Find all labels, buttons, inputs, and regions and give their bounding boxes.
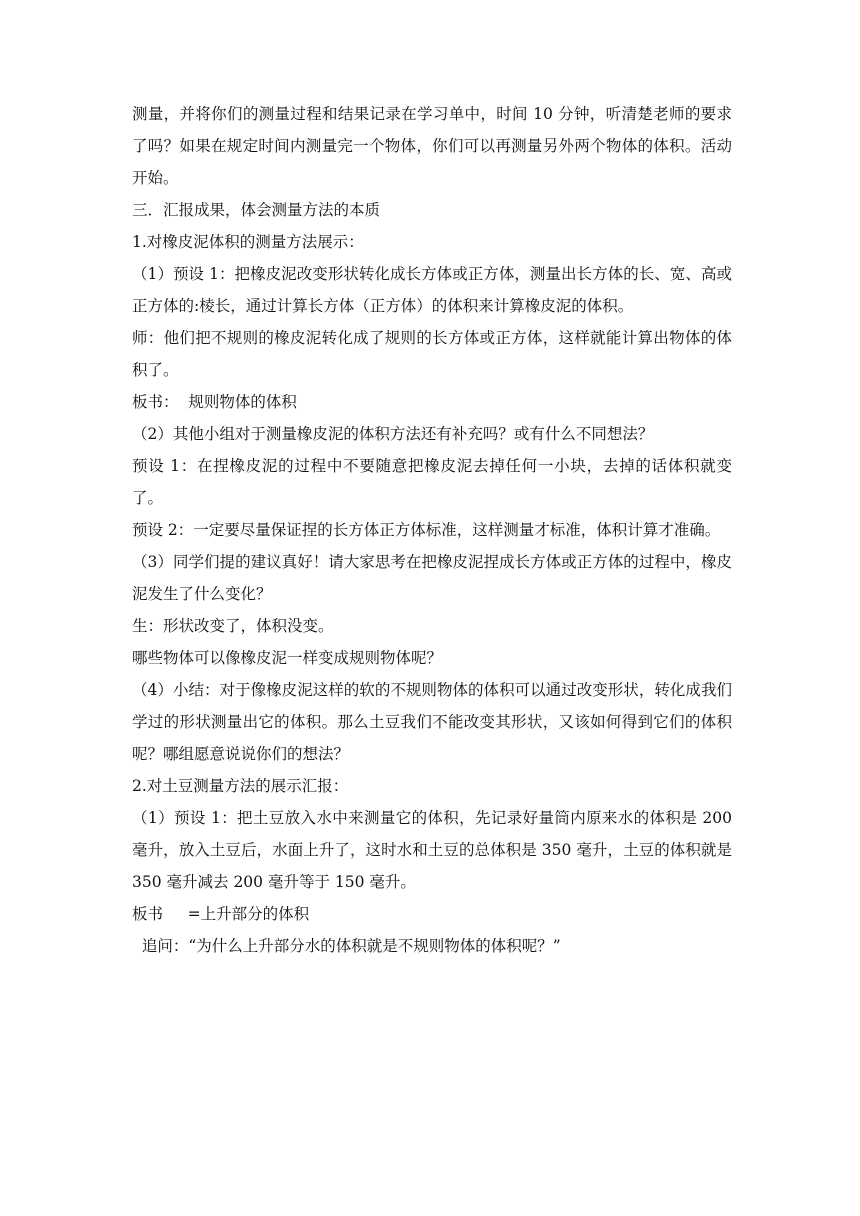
paragraph-board-1: 板书： 规则物体的体积: [132, 393, 297, 411]
paragraph-teacher: 师：他们把不规则的橡皮泥转化成了规则的长方体或正方体，这样就能计算出物体的体积了。: [132, 329, 732, 379]
subheading-2: 2.对土豆测量方法的展示汇报：: [132, 777, 349, 795]
document-body: [132, 98, 737, 962]
section-heading-3: 三．汇报成果，体会测量方法的本质: [132, 201, 381, 219]
subheading-1: 1.对橡皮泥体积的测量方法展示：: [132, 233, 364, 251]
paragraph-student: 生：形状改变了，体积没变。: [132, 617, 334, 635]
paragraph-question-2: （2）其他小组对于测量橡皮泥的体积方法还有补充吗？或有什么不同想法？: [132, 425, 654, 443]
paragraph-preset-1b: 预设 1：在捏橡皮泥的过程中不要随意把橡皮泥去掉任何一小块，去掉的话体积就变了。: [132, 457, 732, 507]
paragraph-board-2: 板书 =上升部分的体积: [132, 905, 310, 923]
paragraph-summary-4: （4）小结：对于像橡皮泥这样的软的不规则物体的体积可以通过改变形状，转化成我们学过的形状测量出它的体积。那么土豆我们不能改变其形状，又该如何得到它们的体积呢？哪组愿意说说你们的想法？: [132, 681, 732, 763]
paragraph-which-objects: 哪些物体可以像橡皮泥一样变成规则物体呢？: [132, 649, 443, 667]
paragraph-preset-1: （1）预设 1：把橡皮泥改变形状转化成长方体或正方体，测量出长方体的长、宽、高或正方体的:棱长，通过计算长方体（正方体）的体积来计算橡皮泥的体积。: [132, 265, 732, 315]
paragraph-question-3: （3）同学们提的建议真好！请大家思考在把橡皮泥捏成长方体或正方体的过程中，橡皮泥发生了什么变化？: [132, 553, 732, 603]
paragraph-follow-up: 追问：“为什么上升部分水的体积就是不规则物体的体积呢？”: [132, 937, 561, 955]
paragraph-1: 测量，并将你们的测量过程和结果记录在学习单中，时间 10 分钟，听清楚老师的要求了吗？如果在规定时间内测量完一个物体，你们可以再测量另外两个物体的体积。活动开始。: [132, 105, 732, 187]
paragraph-potato-preset: （1）预设 1：把土豆放入水中来测量它的体积，先记录好量筒内原来水的体积是 200 毫升，放入土豆后，水面上升了，这时水和土豆的总体积是 350 毫升，土豆的体积就是 350 毫升减去 200 毫升等于 150 毫升。: [132, 809, 737, 891]
paragraph-preset-2: 预设 2：一定要尽量保证捏的长方体正方体标准，这样测量才标准，体积计算才准确。: [132, 521, 721, 539]
